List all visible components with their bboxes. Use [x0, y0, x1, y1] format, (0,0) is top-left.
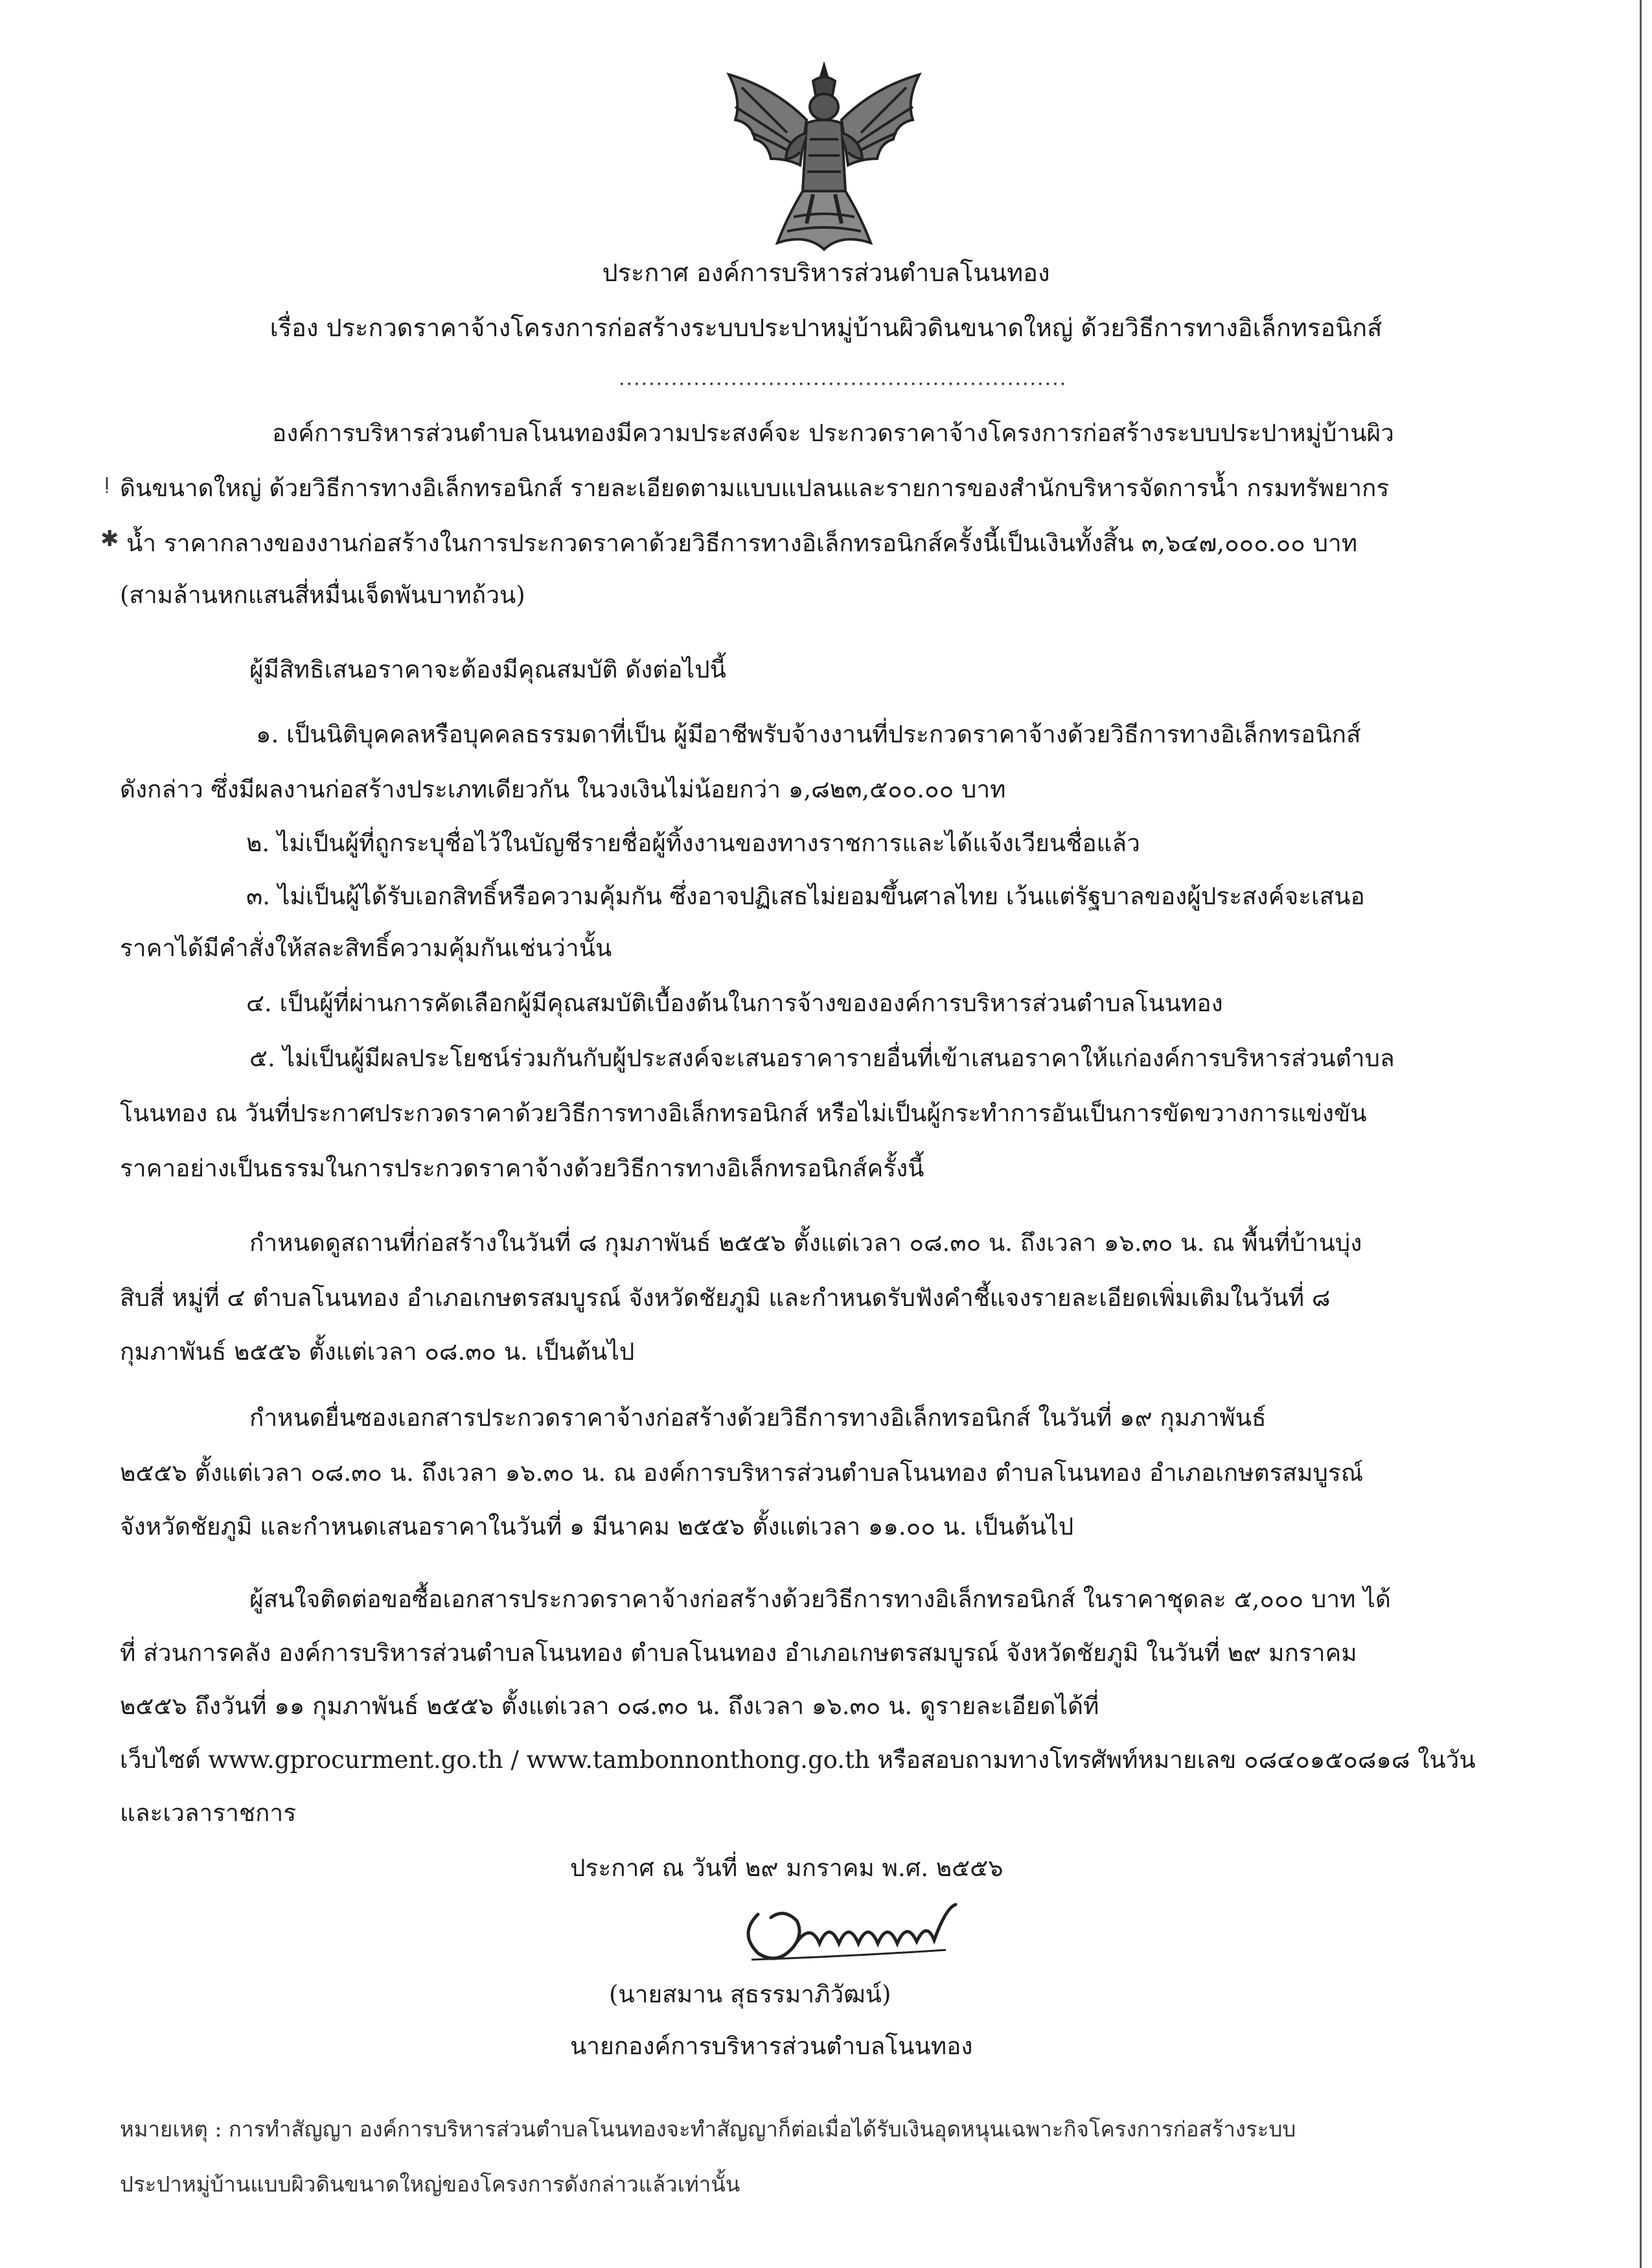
footnote-line-1: หมายเหตุ : การทำสัญญา องค์การบริหารส่วนตำบลโนนทองจะทำสัญญาก็ต่อเมื่อได้รับเงินอุดหนุนเฉพาะกิจโครงการก่อสร้างระบบ — [120, 2116, 1296, 2142]
announcement-date: ประกาศ ณ วันที่ ๒๙ มกราคม พ.ศ. ๒๕๕๖ — [570, 1854, 1004, 1882]
submission-line-2: ๒๕๕๖ ตั้งแต่เวลา ๐๘.๓๐ น. ถึงเวลา ๑๖.๓๐ น. ณ องค์การบริหารส่วนตำบลโนนทอง ตำบลโนนทอง อำเภอเกษตรสมบูรณ์ — [120, 1459, 1364, 1487]
intro-line-2: ดินขนาดใหญ่ ด้วยวิธีการทางอิเล็กทรอนิกส์ รายละเอียดตามแบบแปลนและรายการของสำนักบริหารจัดการน้ำ กรมทรัพยากร — [120, 474, 1390, 502]
qualification-1-line-1: ๑. เป็นนิติบุคคลหรือบุคคลธรรมดาที่เป็น ผู้มีอาชีพรับจ้างงานที่ประกวดราคาจ้างด้วยวิธีการทางอิเล็กทรอนิกส์ — [256, 720, 1361, 748]
submission-line-3: จังหวัดชัยภูมิ และกำหนดเสนอราคาในวันที่ ๑ มีนาคม ๒๕๕๖ ตั้งแต่เวลา ๑๑.๐๐ น. เป็นต้นไป — [120, 1513, 1074, 1541]
site-visit-line-2: สิบสี่ หมู่ที่ ๔ ตำบลโนนทอง อำเภอเกษตรสมบูรณ์ จังหวัดชัยภูมิ และกำหนดรับฟังคำชี้แจงรายละเอียดเพิ่มเติมในวันที่ ๘ — [120, 1284, 1331, 1312]
qualification-heading: ผู้มีสิทธิเสนอราคาจะต้องมีคุณสมบัติ ดังต่อไปนี้ — [249, 656, 726, 683]
qualification-3-line-1: ๓. ไม่เป็นผู้ได้รับเอกสิทธิ์หรือความคุ้มกัน ซึ่งอาจปฏิเสธไม่ยอมขึ้นศาลไทย เว้นแต่รัฐบาลของผู้ประสงค์จะเสนอ — [246, 882, 1365, 910]
signature-icon — [732, 1895, 978, 1973]
qualification-5-line-1: ๕. ไม่เป็นผู้มีผลประโยชน์ร่วมกันกับผู้ประสงค์จะเสนอราคารายอื่นที่เข้าเสนอราคาให้แก่องค์การบริหารส่วนตำบล — [249, 1044, 1395, 1072]
submission-line-1: กำหนดยื่นซองเอกสารประกวดราคาจ้างก่อสร้างด้วยวิธีการทางอิเล็กทรอนิกส์ ในวันที่ ๑๙ กุมภาพันธ์ — [249, 1404, 1267, 1432]
qualification-2: ๒. ไม่เป็นผู้ที่ถูกระบุชื่อไว้ในบัญชีรายชื่อผู้ทิ้งงานของทางราชการและได้แจ้งเวียนชื่อแล้ว — [246, 829, 1140, 857]
qualification-4: ๔. เป็นผู้ที่ผ่านการคัดเลือกผู้มีคุณสมบัติเบื้องต้นในการจ้างขององค์การบริหารส่วนตำบลโนนทอง — [246, 989, 1223, 1017]
qualification-1-line-2: ดังกล่าว ซึ่งมีผลงานก่อสร้างประเภทเดียวกัน ในวงเงินไม่น้อยกว่า ๑,๘๒๓,๕๐๐.๐๐ บาท — [120, 775, 1006, 803]
garuda-emblem-icon — [716, 62, 933, 256]
announcement-subject: เรื่อง ประกวดราคาจ้างโครงการก่อสร้างระบบประปาหมู่บ้านผิวดินขนาดใหญ่ ด้วยวิธีการทางอิเล็กทรอนิกส์ — [270, 314, 1382, 342]
intro-line-4: (สามล้านหกแสนสี่หมื่นเจ็ดพันบาทถ้วน) — [120, 581, 525, 609]
purchase-line-5: และเวลาราชการ — [120, 1799, 297, 1827]
margin-mark: ǃ — [104, 473, 111, 499]
purchase-line-3: ๒๕๕๖ ถึงวันที่ ๑๑ กุมภาพันธ์ ๒๕๕๖ ตั้งแต่เวลา ๐๘.๓๐ น. ถึงเวลา ๑๖.๓๐ น. ดูรายละเอียดได้ที่ — [120, 1692, 1099, 1720]
qualification-5-line-3: ราคาอย่างเป็นธรรมในการประกวดราคาจ้างด้วยวิธีการทางอิเล็กทรอนิกส์ครั้งนี้ — [120, 1154, 924, 1182]
announcement-heading: ประกาศ องค์การบริหารส่วนตำบลโนนทอง — [602, 258, 1050, 287]
site-visit-line-3: กุมภาพันธ์ ๒๕๕๖ ตั้งแต่เวลา ๐๘.๓๐ น. เป็นต้นไป — [120, 1338, 635, 1366]
purchase-line-1: ผู้สนใจติดต่อขอซื้อเอกสารประกวดราคาจ้างก่อสร้างด้วยวิธีการทางอิเล็กทรอนิกส์ ในราคาชุดละ ๕,๐๐๐ บาท ได้ — [249, 1585, 1391, 1613]
intro-line-3: น้ำ ราคากลางของงานก่อสร้างในการประกวดราคาด้วยวิธีการทางอิเล็กทรอนิกส์ครั้งนี้เป็นเงินทั้งสิ้น ๓,๖๔๗,๐๐๐.๐๐ บาท — [126, 529, 1358, 557]
site-visit-line-1: กำหนดดูสถานที่ก่อสร้างในวันที่ ๘ กุมภาพันธ์ ๒๕๕๖ ตั้งแต่เวลา ๐๘.๓๐ น. ถึงเวลา ๑๖.๓๐ น. ณ พื้นที่บ้านบุ่ง — [249, 1229, 1362, 1257]
purchase-line-2: ที่ ส่วนการคลัง องค์การบริหารส่วนตำบลโนนทอง ตำบลโนนทอง อำเภอเกษตรสมบูรณ์ จังหวัดชัยภูมิ ในวันที่ ๒๙ มกราคม — [120, 1639, 1357, 1667]
footnote-line-2: ประปาหมู่บ้านแบบผิวดินขนาดใหญ่ของโครงการดังกล่าวแล้วเท่านั้น — [120, 2171, 740, 2197]
signatory-position: นายกองค์การบริหารส่วนตำบลโนนทอง — [570, 2032, 973, 2060]
separator-dots: ............................................................ — [619, 367, 1068, 390]
signatory-name: (นายสมาน สุธรรมาภิวัฒน์) — [609, 1980, 891, 2008]
qualification-3-line-2: ราคาได้มีคำสั่งให้สละสิทธิ์ความคุ้มกันเช่นว่านั้น — [120, 934, 612, 962]
margin-mark: ✱ — [100, 526, 119, 552]
purchase-line-4: เว็บไซต์ www.gprocurment.go.th / www.tambonnonthong.go.th หรือสอบถามทางโทรศัพท์หมายเลข ๐๘๔๐๑๕๐๘๑๘ ในวัน — [120, 1746, 1476, 1774]
intro-line-1: องค์การบริหารส่วนตำบลโนนทองมีความประสงค์จะ ประกวดราคาจ้างโครงการก่อสร้างระบบประปาหมู่บ้านผิว — [272, 419, 1394, 447]
qualification-5-line-2: โนนทอง ณ วันที่ประกาศประกวดราคาด้วยวิธีการทางอิเล็กทรอนิกส์ หรือไม่เป็นผู้กระทำการอันเป็นการขัดขวางการแข่งขัน — [120, 1099, 1367, 1127]
